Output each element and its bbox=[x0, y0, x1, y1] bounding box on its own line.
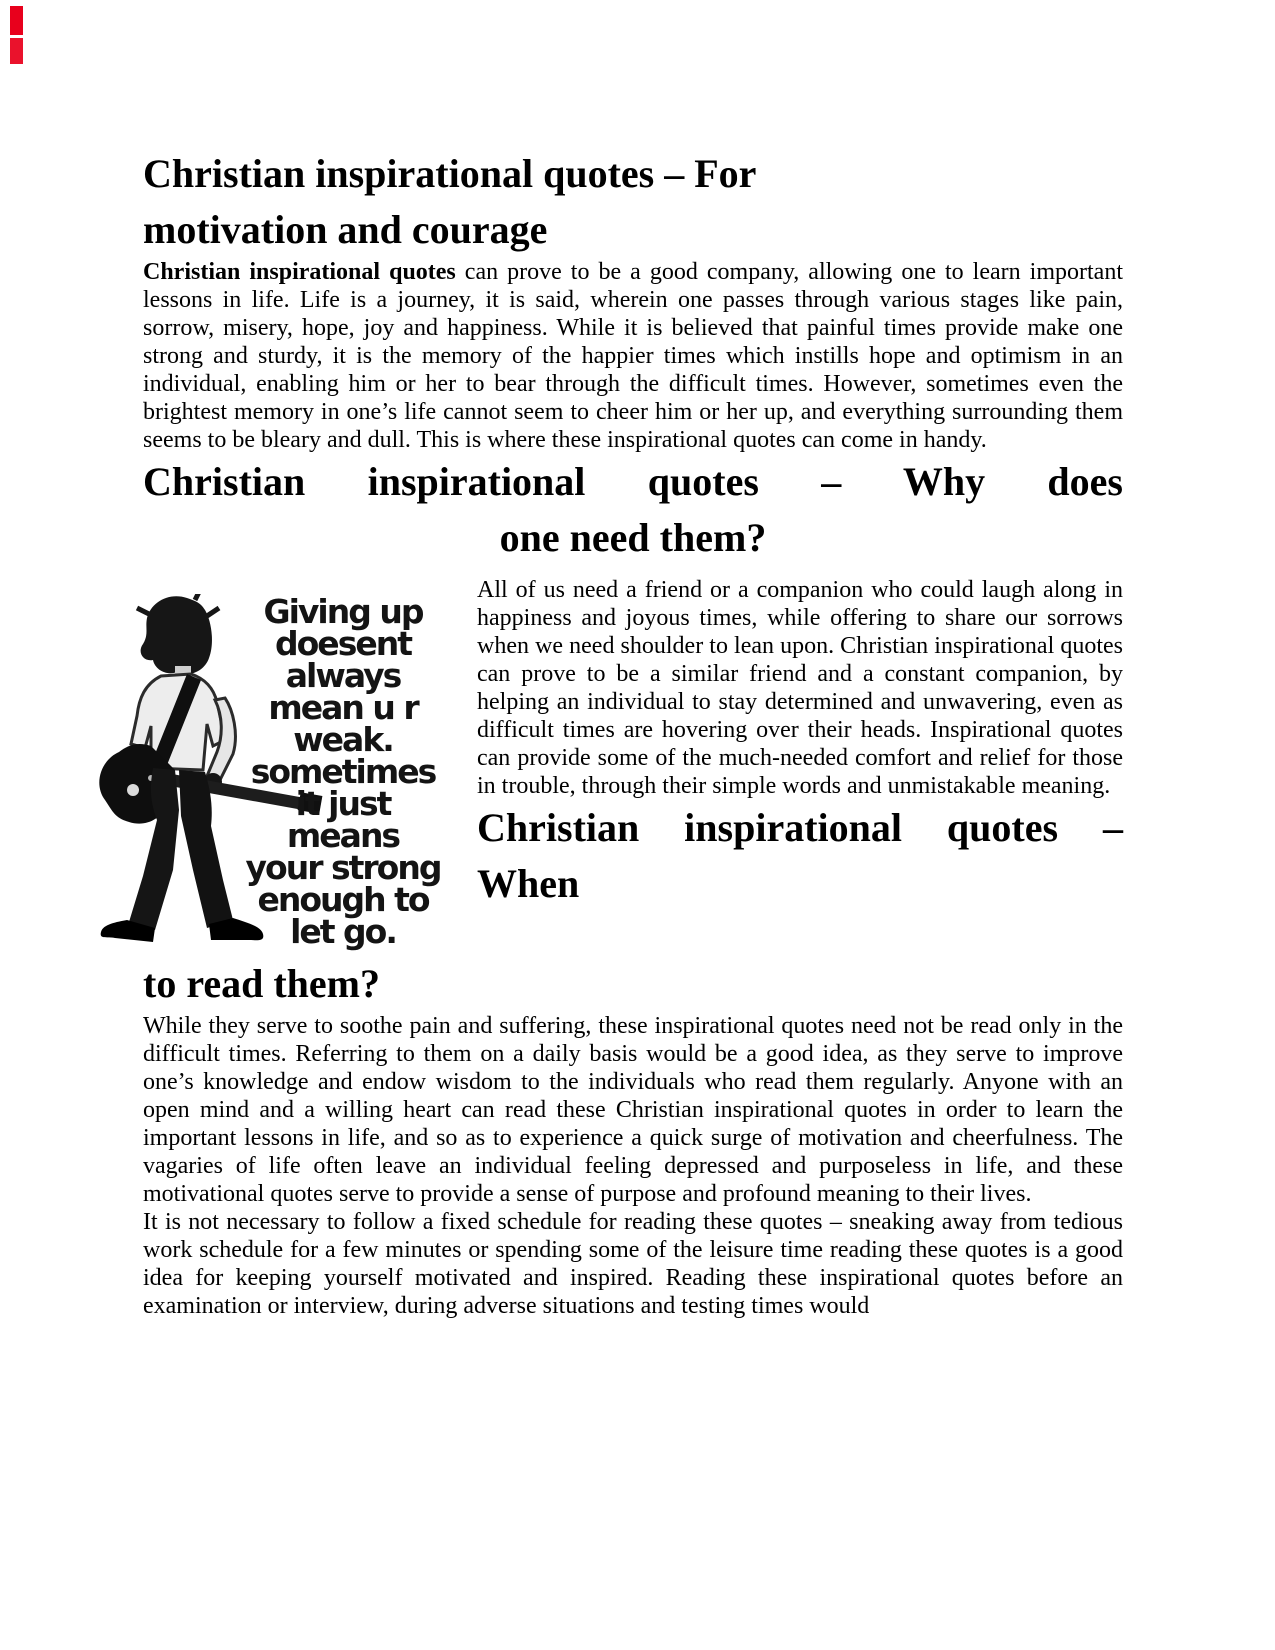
quote-line: mean u r bbox=[268, 688, 418, 727]
page-title-line-1: Christian inspirational quotes – For bbox=[143, 151, 757, 196]
heading-when-line-1: Christian inspirational quotes – When bbox=[477, 805, 1123, 906]
quote-image-text bbox=[229, 592, 457, 951]
intro-paragraph bbox=[143, 258, 1123, 454]
page-title bbox=[143, 146, 1123, 258]
when-read-paragraph-2: It is not necessary to follow a fixed schedule for reading these quotes – sneaking away from tedious work schedule for a few minutes or spending some of the leisure time reading these quotes is a good idea for keeping yourself motivated and inspired. Reading these inspirational quotes before an examination or interview, during adverse situations and testing times would bbox=[143, 1209, 1123, 1319]
quote-line: it just bbox=[295, 784, 391, 823]
corner-red-mark-segment bbox=[10, 38, 23, 64]
quote-line: let go. bbox=[290, 912, 396, 951]
when-read-paragraph-1: While they serve to soothe pain and suffering, these inspirational quotes need not be read only in the difficult times. Referring to them on a daily basis would be a good idea, as they serve to improve one’s knowledge and endow wisdom to the individuals who read them regularly. Anyone with an open mind and a willing heart can read these Christian inspirational quotes in order to learn the important lessons in life, and so as to experience a quick surge of motivation and cheerfulness. The vagaries of life often leave an individual feeling depressed and purposeless in life, and these motivational quotes serve to provide a sense of purpose and profound meaning to their lives. bbox=[143, 1013, 1123, 1207]
corner-red-mark bbox=[10, 6, 23, 64]
heading-why-need-them bbox=[143, 454, 1123, 566]
corner-red-mark-segment bbox=[10, 6, 23, 35]
quote-line: sometimes bbox=[250, 752, 436, 791]
need-them-paragraph: All of us need a friend or a companion who could laugh along in happiness and joyous times, while offering to share our sorrows when we need shoulder to lean upon. Christian inspirational quotes can prove to be a similar friend and a constant companion, by helping an individual to stay determined and unwavering, even as difficult times are hovering over their heads. Inspirational quotes can provide some of the much-needed comfort and relief for those in trouble, through their simple words and unmistakable meaning. bbox=[477, 577, 1123, 799]
page-content bbox=[143, 146, 1123, 1320]
heading-why-line-2: one need them? bbox=[499, 515, 767, 560]
quote-line: Giving up bbox=[263, 592, 423, 631]
heading-why-line-1: Christian inspirational quotes – Why does bbox=[143, 459, 1123, 504]
quote-line: weak. bbox=[293, 720, 393, 759]
heading-when-line-2: to read them? bbox=[143, 961, 380, 1006]
intro-paragraph-text: can prove to be a good company, allowing one to learn important lessons in life. Life is a journey, it is said, wherein one passes through various stages like pain, sorrow, misery, hope, joy and happiness. While it is believed that painful times provide make one strong and sturdy, it is the memory of the happier times which instills hope and optimism in an individual, enabling him or her to bear through the difficult times. However, sometimes even the brightest memory in one’s life cannot seem to cheer him or her up, and everything surrounding them seems to be bleary and dull. This is where these inspirational quotes can come in handy. bbox=[143, 259, 1123, 453]
page-title-line-2: motivation and courage bbox=[143, 207, 548, 252]
intro-lead-bold: Christian inspirational quotes bbox=[143, 259, 456, 285]
quote-line: always bbox=[285, 656, 401, 695]
quote-line: means bbox=[286, 816, 400, 855]
quote-line: doesent bbox=[275, 624, 411, 663]
image-and-text-section bbox=[143, 576, 1123, 1012]
quote-line: your strong bbox=[245, 848, 441, 887]
quote-line: enough to bbox=[257, 880, 429, 919]
quote-image bbox=[105, 578, 455, 950]
